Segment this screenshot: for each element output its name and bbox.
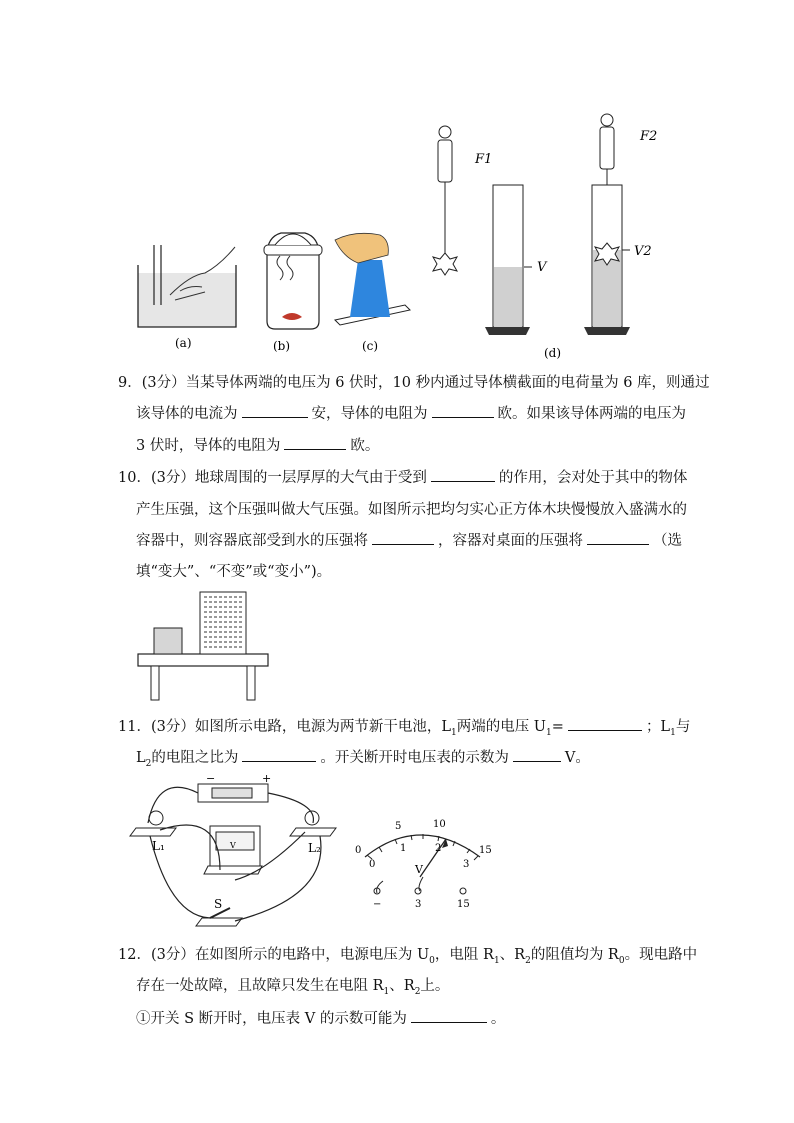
q10-text: 的作用，会对处于其中的物体 xyxy=(498,470,688,486)
terminal-label: − xyxy=(373,899,382,910)
q12-text: 。现电路中 xyxy=(624,947,698,963)
dial-bottom-tick: 3 xyxy=(463,859,470,870)
q11-answer-voltage-blank[interactable] xyxy=(568,716,642,731)
q12-text: ，电阻 R xyxy=(434,947,494,963)
dial-unit-label: V xyxy=(415,863,423,876)
label-v2: V2 xyxy=(634,244,652,259)
q11-text: 11．(3分）如图所示电路，电源为两节新干电池，L xyxy=(118,719,451,735)
q10-figure-table xyxy=(135,590,275,705)
question-9 xyxy=(118,373,710,463)
question-10 xyxy=(118,467,698,592)
caption-c: (c) xyxy=(362,339,379,353)
q12-text: 存在一处故障，且故障只发生在电阻 R xyxy=(136,978,384,994)
q10-line3 xyxy=(136,530,682,551)
l1-label: L₁ xyxy=(152,839,165,853)
switch-label: S xyxy=(214,897,223,911)
question-12 xyxy=(118,945,708,1035)
q11-text: 的电阻之比为 xyxy=(151,750,239,766)
experiment-figures xyxy=(130,95,658,365)
q11-line1 xyxy=(118,716,690,743)
q11-circuit-figure xyxy=(130,770,360,940)
figure-a-water-tank xyxy=(138,245,236,327)
q10-answer-gravity-blank[interactable] xyxy=(431,467,495,482)
q9-answer-current-blank[interactable] xyxy=(242,403,308,418)
battery-plus-label: + xyxy=(262,772,272,785)
dial-top-tick: 15 xyxy=(479,845,492,856)
label-f1: F1 xyxy=(475,152,493,167)
q12-line2 xyxy=(136,976,449,1002)
terminal-label: 15 xyxy=(457,899,470,910)
q9-text: 安，导体的电阻为 xyxy=(311,406,428,422)
q9-text: 该导体的电流为 xyxy=(136,406,238,422)
q9-text: 欧。 xyxy=(350,438,380,454)
battery-minus-label: − xyxy=(206,772,216,785)
q11-text: = xyxy=(551,719,564,735)
dial-top-tick: 10 xyxy=(433,819,446,830)
q10-text: ，容器对桌面的压强将 xyxy=(438,533,583,549)
dial-top-tick: 5 xyxy=(395,821,402,832)
dial-bottom-tick: 2 xyxy=(435,843,442,854)
q12-text: ①开关 S 断开时，电压表 V 的示数可能为 xyxy=(136,1011,407,1027)
q11-text: L xyxy=(136,750,146,766)
q11-sub: 1 xyxy=(450,727,457,738)
q9-answer-resistance2-blank[interactable] xyxy=(284,435,346,450)
caption-b: (b) xyxy=(273,339,291,353)
q11-voltmeter-dial xyxy=(355,815,495,910)
dial-top-tick: 0 xyxy=(355,845,362,856)
q9-text: 欧。如果该导体两端的电压为 xyxy=(497,406,686,422)
q12-text: 的阻值均为 R xyxy=(530,947,619,963)
q12-sub: 0 xyxy=(618,955,625,966)
q10-text: （选 xyxy=(653,533,682,549)
q11-sub: 1 xyxy=(670,727,676,738)
q9-line2 xyxy=(136,403,686,424)
q12-sub: 0 xyxy=(429,955,435,966)
q12-answer-voltmeter-blank[interactable] xyxy=(411,1008,487,1023)
q9-answer-resistance-blank[interactable] xyxy=(432,403,494,418)
q10-answer-table-pressure-blank[interactable] xyxy=(587,530,649,545)
q12-sub: 1 xyxy=(493,955,500,966)
q11-text: 与 xyxy=(675,719,691,735)
dial-bottom-tick: 1 xyxy=(400,843,407,854)
voltmeter-v-label: V xyxy=(230,841,236,850)
q10-answer-bottom-pressure-blank[interactable] xyxy=(372,530,434,545)
q12-text: 12．(3分）在如图所示的电路中，电源电压为 U xyxy=(118,947,430,963)
caption-d: (d) xyxy=(544,346,562,360)
caption-a: (a) xyxy=(175,336,192,350)
q11-text: ；L xyxy=(645,719,671,735)
q10-text: 容器中，则容器底部受到水的压强将 xyxy=(136,533,368,549)
q12-text: 、R xyxy=(499,947,526,963)
q12-text: 。 xyxy=(490,1011,506,1027)
q11-answer-meter-blank[interactable] xyxy=(513,747,561,762)
q9-line1: 9．(3分）当某导体两端的电压为 6 伏时，10 秒内通过导体横截面的电荷量为 6 库，则通过 xyxy=(118,375,710,391)
label-f2: F2 xyxy=(640,129,658,144)
terminal-label: 3 xyxy=(415,899,422,910)
l2-label: L₂ xyxy=(308,841,321,855)
q10-line4: 填“变大”、“不变”或“变小”)。 xyxy=(136,564,332,580)
q10-line1 xyxy=(118,467,687,488)
q12-sub: 1 xyxy=(383,986,390,997)
question-11 xyxy=(118,716,708,771)
q11-sub: 1 xyxy=(546,727,552,738)
q12-sub: 2 xyxy=(525,955,531,966)
q9-line3 xyxy=(136,435,379,456)
figure-b-bottle xyxy=(264,233,322,329)
q11-text: 。开关断开时电压表的示数为 xyxy=(320,750,509,766)
q11-text: 两端的电压 U xyxy=(456,719,547,735)
q11-text: V。 xyxy=(564,750,590,766)
q12-sub: 2 xyxy=(414,986,421,997)
q11-sub: 2 xyxy=(145,758,152,769)
q10-text: 10．(3分）地球周围的一层厚厚的大气由于受到 xyxy=(118,470,427,486)
q9-text: 3 伏时，导体的电阻为 xyxy=(136,438,281,454)
q12-text: 上。 xyxy=(420,978,450,994)
q11-answer-ratio-blank[interactable] xyxy=(242,747,316,762)
q12-line1 xyxy=(118,945,697,971)
q10-line2: 产生压强，这个压强叫做大气压强。如图所示把均匀实心正方体木块慢慢放入盛满水的 xyxy=(136,502,687,518)
dial-bottom-tick: 0 xyxy=(369,859,376,870)
label-v: V xyxy=(537,260,547,275)
q12-text: 、R xyxy=(389,978,415,994)
figure-c-inverted-cup xyxy=(335,233,410,325)
figure-d-spring-scales xyxy=(433,114,630,335)
q12-line3 xyxy=(136,1008,505,1029)
